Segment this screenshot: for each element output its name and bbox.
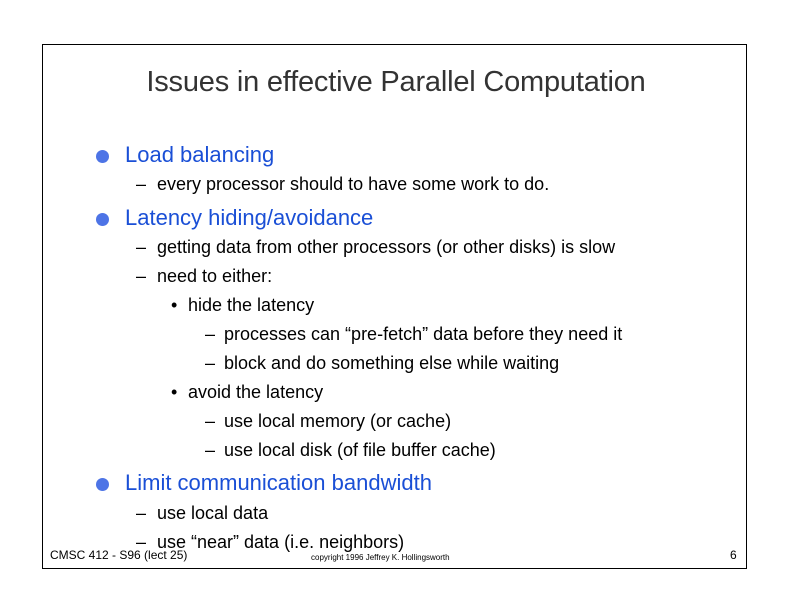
leaf-item: block and do something else while waiting <box>224 353 560 373</box>
bullet-dot-icon <box>96 150 109 163</box>
dash-marker: – <box>136 503 147 523</box>
dash-marker: – <box>136 237 147 257</box>
item-heading-latency: Latency hiding/avoidance <box>125 205 374 230</box>
sub-sub-item: avoid the latency <box>188 382 324 402</box>
dot-marker: • <box>171 382 178 402</box>
sub-item: every processor should to have some work to do. <box>157 174 550 194</box>
item-heading-limit-bandwidth: Limit communication bandwidth <box>125 470 432 495</box>
item-heading-load-balancing: Load balancing <box>125 142 275 167</box>
dash-marker: – <box>205 411 216 431</box>
dash-marker: – <box>136 266 147 286</box>
dash-marker: – <box>136 174 147 194</box>
leaf-item: use local disk (of file buffer cache) <box>224 440 496 460</box>
leaf-item: use local memory (or cache) <box>224 411 452 431</box>
dash-marker: – <box>205 324 216 344</box>
sub-item: getting data from other processors (or other disks) is slow <box>157 237 616 257</box>
sub-item: use “near” data (i.e. neighbors) <box>157 532 405 552</box>
dash-marker: – <box>205 353 216 373</box>
sub-sub-item: hide the latency <box>188 295 315 315</box>
page-number: 6 <box>730 548 737 562</box>
footer-course: CMSC 412 - S96 (lect 25) <box>50 548 188 562</box>
leaf-item: processes can “pre-fetch” data before they need it <box>224 324 623 344</box>
dash-marker: – <box>205 440 216 460</box>
footer-copyright: copyright 1996 Jeffrey K. Hollingsworth <box>311 553 450 562</box>
bullet-dot-icon <box>96 478 109 491</box>
dot-marker: • <box>171 295 178 315</box>
dash-marker: – <box>136 532 147 552</box>
slide-title: Issues in effective Parallel Computation <box>146 66 646 98</box>
sub-item: use local data <box>157 503 269 523</box>
sub-item: need to either: <box>157 266 273 286</box>
bullet-dot-icon <box>96 213 109 226</box>
